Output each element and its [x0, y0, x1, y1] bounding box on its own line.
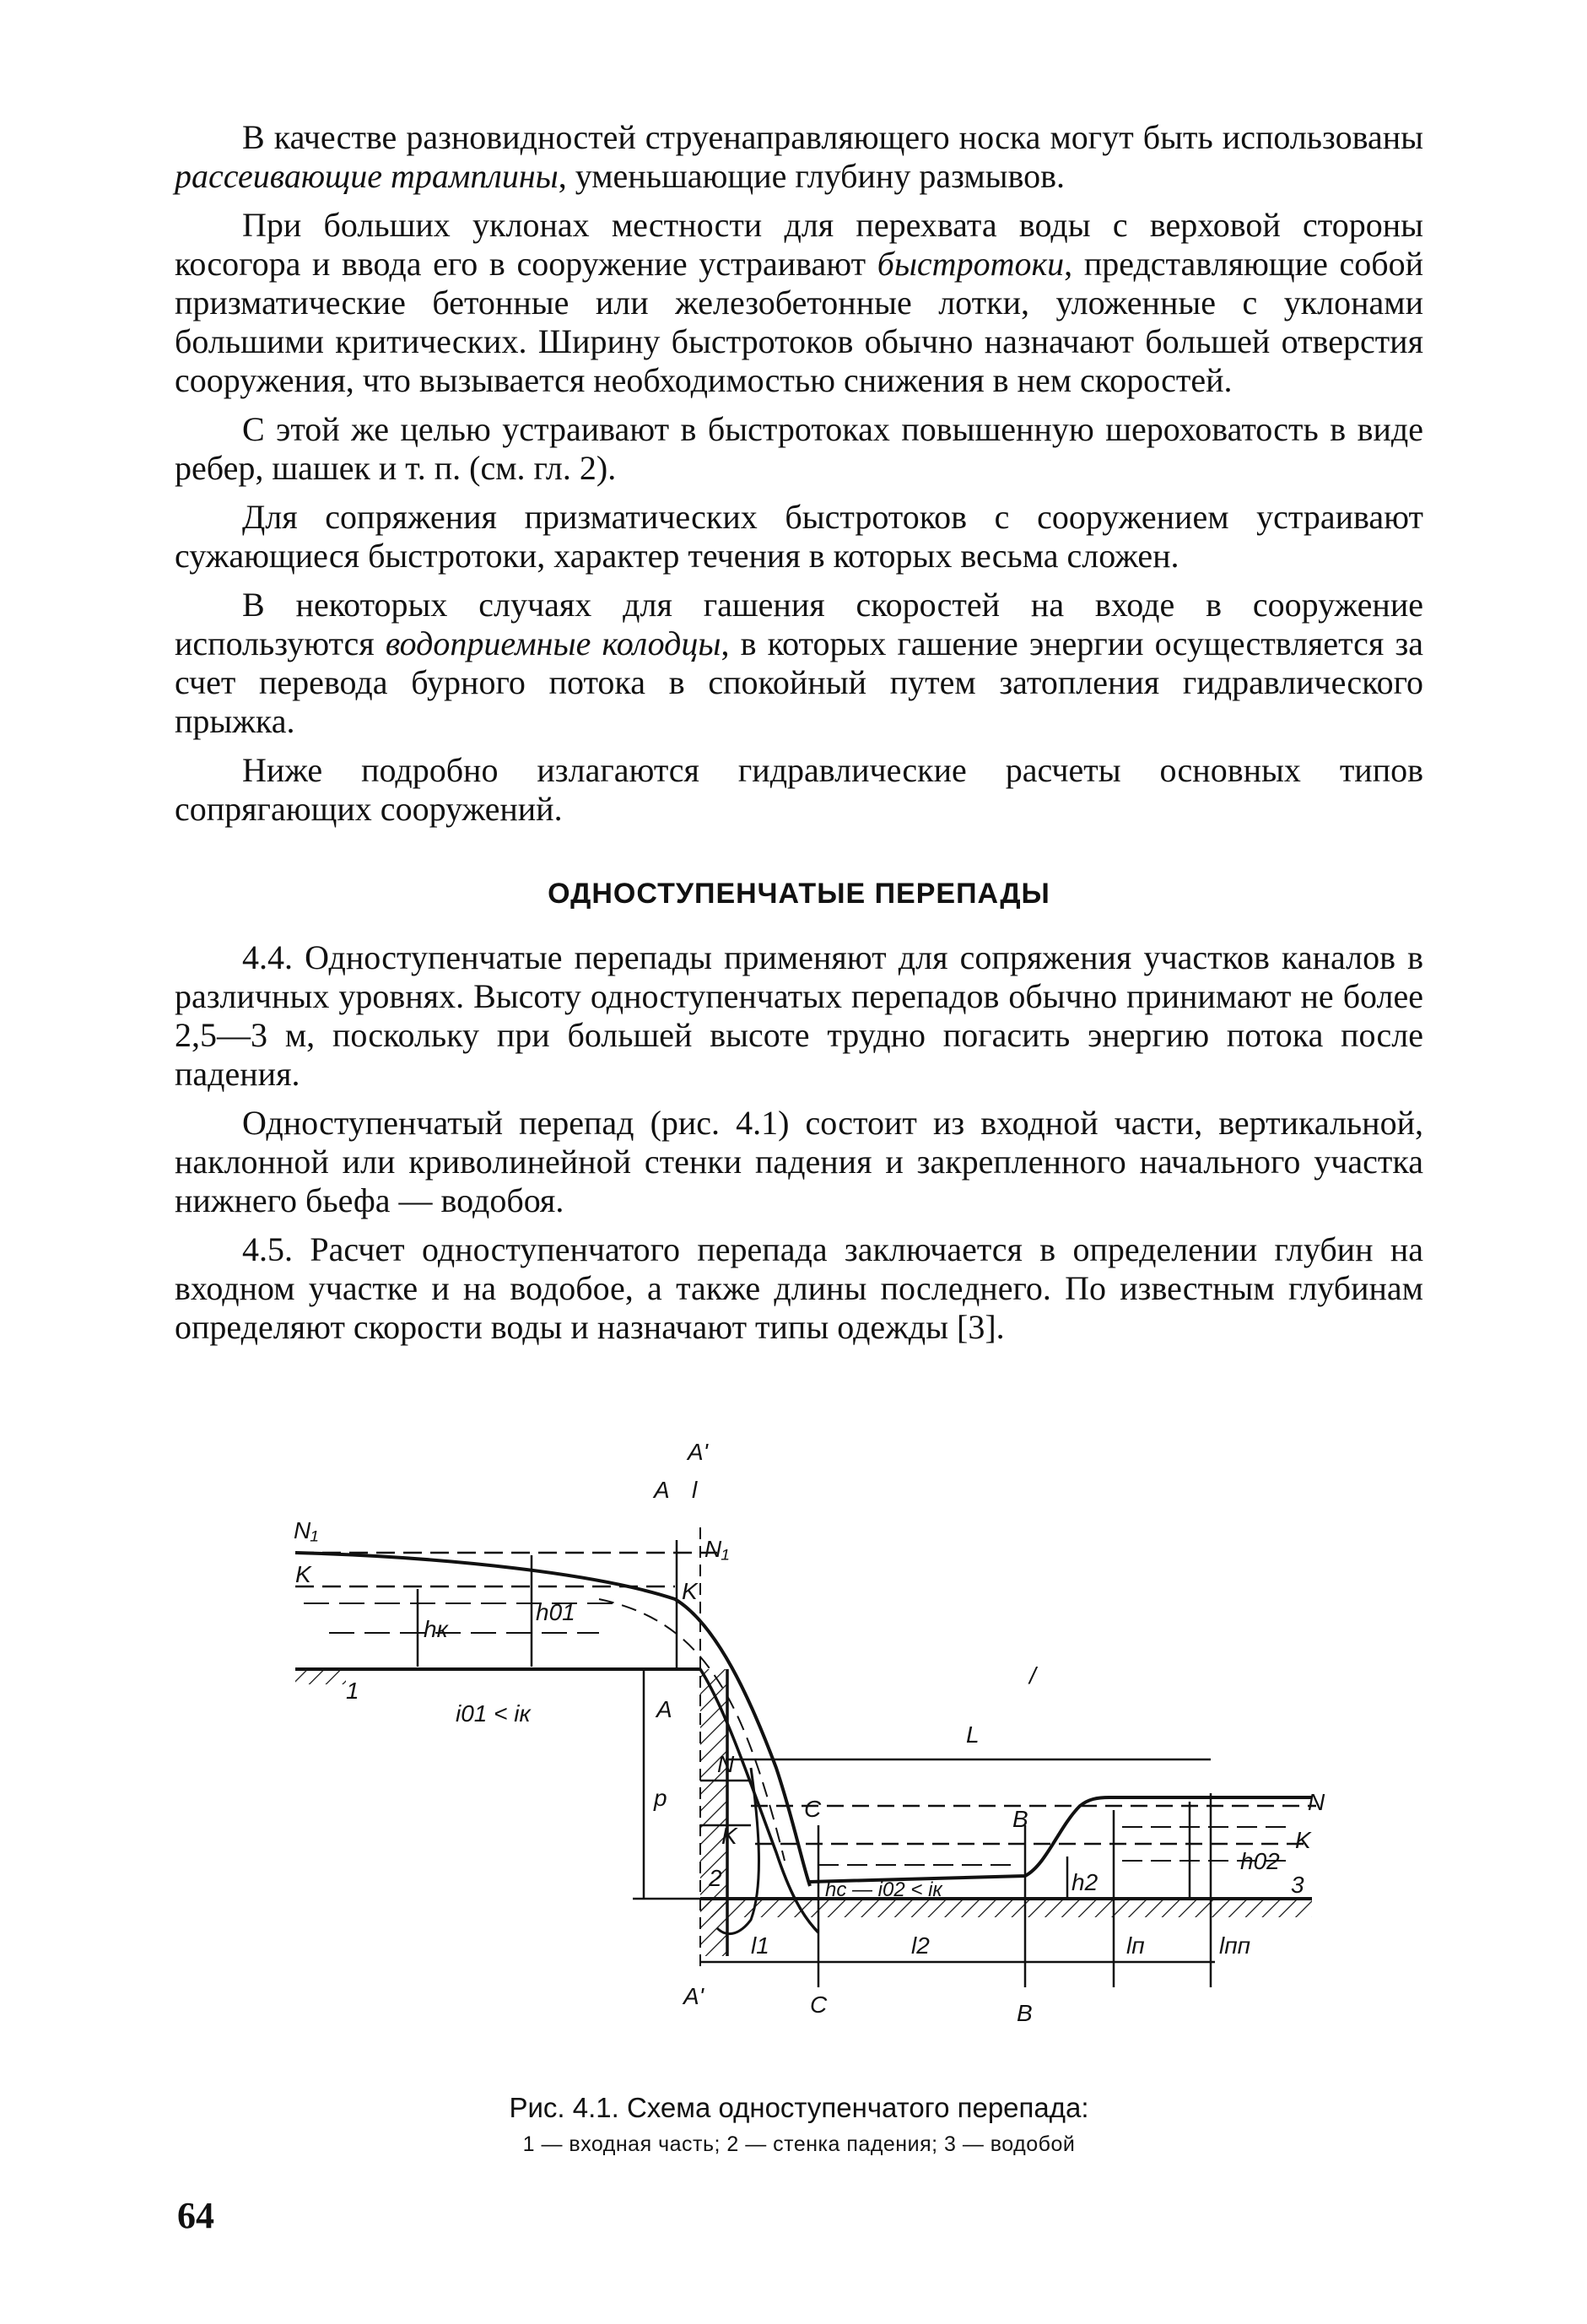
label-a-mid: A: [656, 1696, 672, 1722]
label-mark-2: 2: [709, 1865, 722, 1891]
bottom-paragraph: [175, 1104, 1423, 1220]
label-k-mid: K: [682, 1578, 698, 1604]
top-paragraph: [175, 586, 1423, 741]
top-paragraph: [175, 410, 1423, 488]
figure-single-step-drop: [278, 1430, 1341, 2029]
jump-surface: [810, 1797, 1312, 1882]
top-paragraph: [175, 498, 1423, 576]
italic-term: рассеивающие трамплины: [175, 157, 559, 195]
bottom-paragraph: [175, 1230, 1423, 1347]
top-paragraph: [175, 118, 1423, 196]
label-n1-right: N₁: [704, 1536, 730, 1562]
label-c-top: C: [804, 1796, 822, 1822]
label-l-big: L: [966, 1721, 980, 1748]
paragraph-text: Для сопряжения призматических быстротоков с сооружением устраивают сужающиеся быстротоки, характер течения в которых весьма сложен.: [175, 498, 1423, 575]
label-stray-mark: /: [1029, 1662, 1036, 1689]
paragraph-text: При больших уклонах местности для перехвата воды с верховой стороны косогора и ввода его в сооружение устраивают: [175, 206, 1423, 283]
label-k-right: K: [1295, 1827, 1311, 1853]
label-l2: l2: [911, 1932, 930, 1959]
label-k-lower: K: [721, 1823, 737, 1849]
bottom-paragraph: [175, 938, 1423, 1094]
label-k-left: K: [295, 1561, 311, 1587]
label-a-top: A: [654, 1477, 670, 1503]
label-ln: lп: [1126, 1932, 1145, 1959]
italic-term: водоприемные колодцы: [385, 624, 721, 662]
label-n-right: N: [1308, 1789, 1325, 1815]
label-b-bottom: B: [1017, 2000, 1033, 2026]
caption-title: Рис. 4.1. Схема одноступенчатого перепада:: [509, 2092, 1089, 2123]
label-mark-3: 3: [1291, 1872, 1304, 1898]
paragraph-text: В качестве разновидностей струенаправляющего носка могут быть использованы: [242, 118, 1423, 156]
caption-legend: 1 — входная часть; 2 — стенка падения; 3 — водобой: [522, 2132, 1076, 2156]
label-h01: h01: [536, 1599, 575, 1625]
page-number: 64: [177, 2195, 214, 2236]
label-l-top: l: [692, 1477, 698, 1503]
label-h2: h2: [1071, 1869, 1098, 1895]
italic-term: быстротоки: [877, 245, 1065, 283]
label-p: p: [654, 1785, 667, 1811]
paragraph-text: В некоторых случаях для гашения скоростей на входе в сооружение используются: [175, 586, 1423, 662]
label-lnn: lпп: [1219, 1932, 1251, 1959]
paragraph-text: , в которых гашение энергии осуществляется за счет перевода бурного потока в спокойный путем затопления гидравлического прыжка.: [175, 624, 1423, 740]
paragraph-text: 4.4. Одноступенчатые перепады применяют для сопряжения участков каналов в различных уровнях. Высоту одноступенчатых перепадов обычно принимают не более 2,5—3 м, поскольку при большей высоте трудно погасить энергию потока после падения.: [175, 938, 1423, 1093]
text-block-top: [175, 118, 1423, 839]
label-h02: h02: [1240, 1848, 1280, 1874]
paragraph-text: С этой же целью устраивают в быстротоках повышенную шероховатость в виде ребер, шашек и т. п. (см. гл. 2).: [175, 410, 1423, 487]
label-c-bottom: C: [810, 1992, 828, 2018]
label-mark-1: 1: [346, 1678, 359, 1704]
paragraph-text: Ниже подробно излагаются гидравлические расчеты основных типов сопрягающих сооружений.: [175, 751, 1423, 828]
paragraph-text: 4.5. Расчет одноступенчатого перепада заключается в определении глубин на входном участке и на водобое, а также длины последнего. По известным глубинам определяют скорости воды и назначают типы одежды [3].: [175, 1230, 1423, 1346]
label-a-prime-bottom: A': [683, 1983, 704, 2009]
label-b-top: B: [1012, 1806, 1028, 1832]
label-hc-slope: hc — i02 < iк: [825, 1878, 942, 1901]
paragraph-text: Одноступенчатый перепад (рис. 4.1) состоит из входной части, вертикальной, наклонной или криволинейной стенки падения и закрепленного начального участка нижнего бьефа — водобоя.: [175, 1104, 1423, 1219]
top-paragraph: [175, 751, 1423, 829]
top-paragraph: [175, 206, 1423, 400]
label-hk: hк: [424, 1616, 448, 1642]
label-n1-left: N₁: [294, 1517, 319, 1543]
text-block-bottom: [175, 938, 1423, 1357]
apron-hatch: [700, 1899, 1312, 1917]
label-a-prime-top: A': [688, 1439, 709, 1465]
upstream-ground-hatch: [295, 1669, 346, 1684]
label-slope-upstream: i01 < iк: [456, 1700, 531, 1727]
paragraph-text: , уменьшающие глубину размывов.: [558, 157, 1065, 195]
section-heading: ОДНОСТУПЕНЧАТЫЕ ПЕРЕПАДЫ: [548, 878, 1050, 910]
diagram-svg: [278, 1430, 1341, 2029]
label-n-lower: N: [717, 1751, 735, 1777]
figure-caption: [175, 2091, 1423, 2159]
label-l1: l1: [751, 1932, 769, 1959]
paragraph-text: , представляющие собой призматические бетонные или железобетонные лотки, уложенные с уклонами большими критических. Ширину быстротоков обычно назначают большей отверстия сооружения, что вызывается необходимостью снижения в нем скоростей.: [175, 245, 1423, 399]
